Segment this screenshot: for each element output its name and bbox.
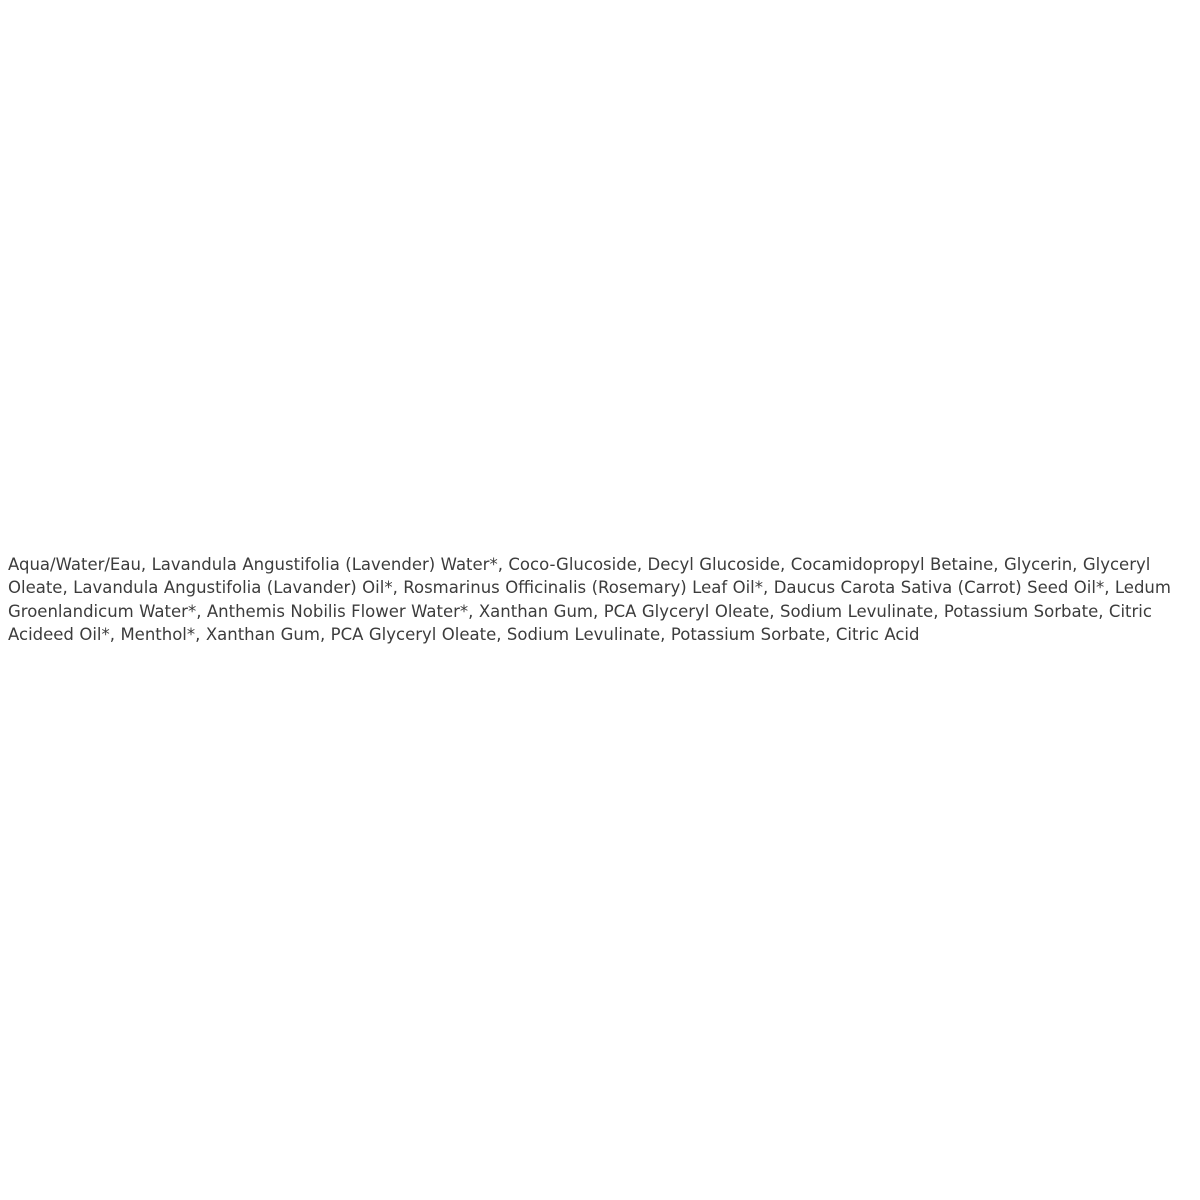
ingredients-paragraph: Aqua/Water/Eau, Lavandula Angustifolia (Lavender) Water*, Coco-Glucoside, Decyl Glucoside, Cocamidopropyl Betaine, Glycerin, Glyceryl Oleate, Lavandula Angustifolia (Lavander) Oil*, Rosmarinus Officinalis (Rosemary) Leaf Oil*, Daucus Carota Sativa (Carrot) Seed Oil*, Ledum Groenlandicum Water*, Anthemis Nobilis Flower Water*, Xanthan Gum, PCA Glyceryl Oleate, Sodium Levulinate, Potassium Sorbate, Citric Acideed Oil*, Menthol*, Xanthan Gum, PCA Glyceryl Oleate, Sodium Levulinate, Potassium Sorbate, Citric Acid — [8, 554, 1171, 644]
ingredients-block — [8, 536, 1194, 663]
